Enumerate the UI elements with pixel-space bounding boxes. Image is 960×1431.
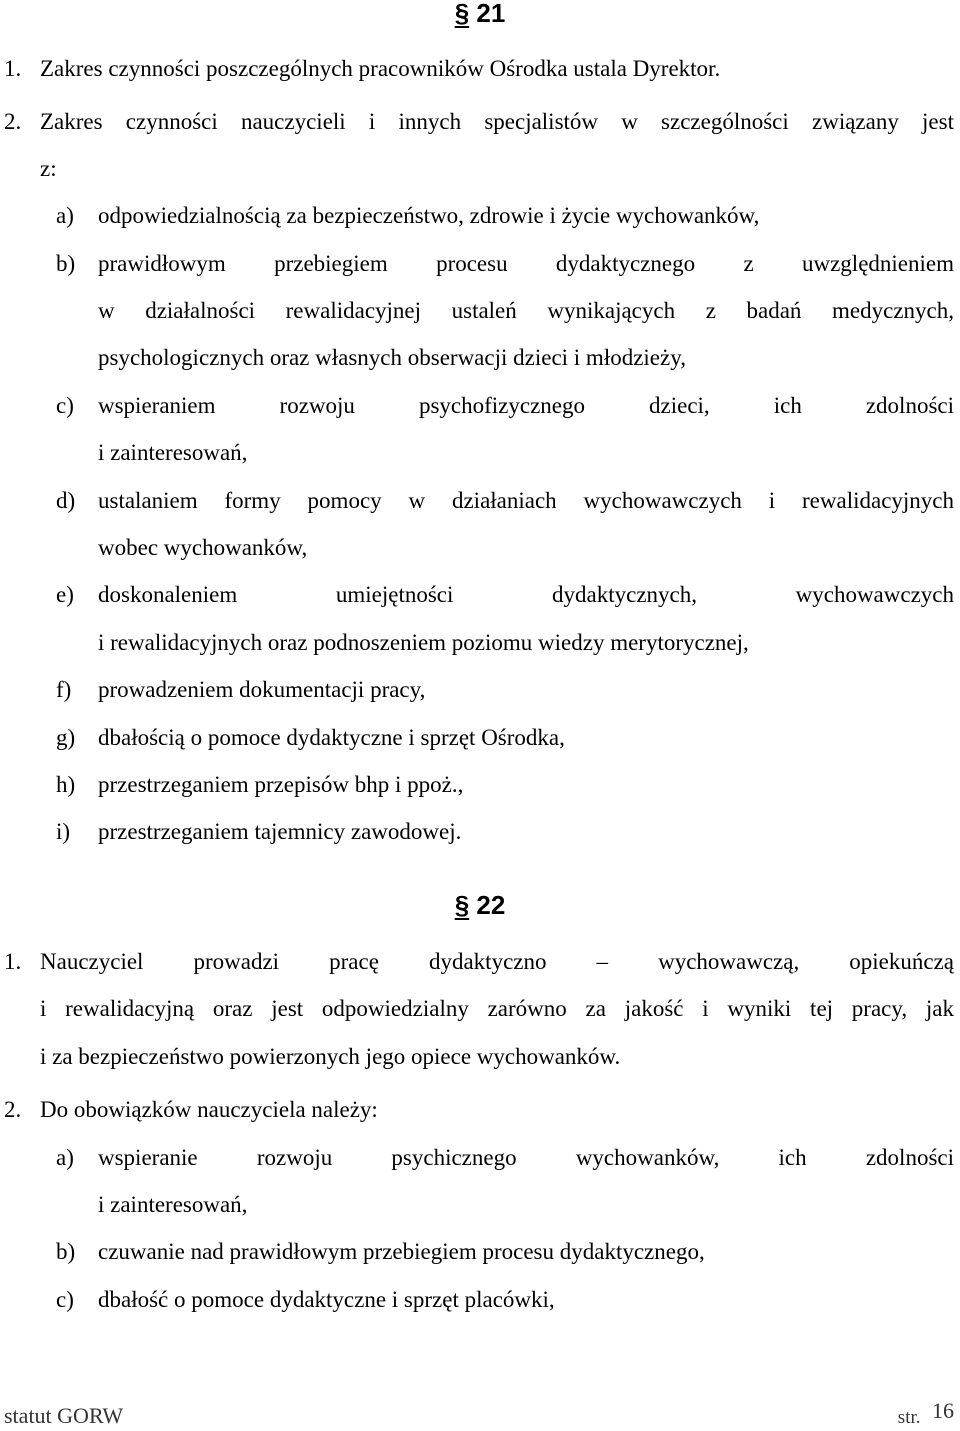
list-text-continuation: i zainteresowań, [98, 1192, 248, 1217]
list-letter: g) [56, 725, 76, 750]
list-text: ustalaniem formy pomocy w działaniach wychowawczych i rewalidacyjnych [98, 488, 954, 513]
list-text: prawidłowym przebiegiem procesu dydaktycznego z uwzględnieniem [98, 251, 954, 276]
list-text-continuation: w działalności rewalidacyjnej ustaleń wynikających z badań medycznych, [98, 298, 954, 323]
footer-page-number: 16 [932, 1398, 954, 1423]
list-letter: f) [56, 677, 72, 702]
paragraph-text: Nauczyciel prowadzi pracę dydaktyczno – wychowawczą, opiekuńczą [40, 949, 954, 974]
paragraph-number: 2. [4, 109, 22, 134]
paragraph-22-1-line-2: i rewalidacyjną oraz jest odpowiedzialny zarówno za jakość i wyniki tej pracy, jak [40, 996, 954, 1021]
paragraph-number: 1. [4, 56, 22, 81]
list-text: dbałością o pomoce dydaktyczne i sprzęt Ośrodka, [98, 725, 565, 750]
paragraph-number: 1. [4, 949, 22, 974]
footer-document-name: statut GORW [4, 1403, 124, 1428]
list-text: prowadzeniem dokumentacji pracy, [98, 677, 426, 702]
paragraph-21-2-line-2: z: [40, 156, 57, 181]
list-text: wspieranie rozwoju psychicznego wychowanków, ich zdolności [98, 1145, 954, 1170]
list-letter: a) [56, 203, 74, 228]
list-letter: a) [56, 1145, 74, 1170]
list-letter: c) [56, 393, 74, 418]
list-letter: e) [56, 582, 74, 607]
section-number: 22 [476, 890, 506, 920]
section-sign: § [454, 0, 470, 28]
paragraph-text: Zakres czynności poszczególnych pracowników Ośrodka ustala Dyrektor. [40, 56, 721, 81]
section-21-heading [0, 0, 960, 28]
list-text: doskonaleniem umiejętności dydaktycznych, wychowawczych [98, 582, 954, 607]
footer-page-label: str. [897, 1407, 921, 1428]
section-sign: § [454, 890, 470, 920]
list-text: wspieraniem rozwoju psychofizycznego dzieci, ich zdolności [98, 393, 954, 418]
list-text: czuwanie nad prawidłowym przebiegiem procesu dydaktycznego, [98, 1239, 705, 1264]
section-number: 21 [476, 0, 506, 28]
list-text: dbałość o pomoce dydaktyczne i sprzęt placówki, [98, 1287, 555, 1312]
paragraph-text: Zakres czynności nauczycieli i innych specjalistów w szczególności związany jest [40, 109, 954, 134]
list-text-continuation: wobec wychowanków, [98, 535, 308, 560]
list-text: przestrzeganiem tajemnicy zawodowej. [98, 819, 462, 844]
footer-page-info [897, 1398, 954, 1431]
list-text-continuation: i zainteresowań, [98, 440, 248, 465]
paragraph-text: Do obowiązków nauczyciela należy: [40, 1097, 378, 1122]
list-letter: c) [56, 1287, 74, 1312]
list-letter: i) [56, 819, 71, 844]
list-letter: b) [56, 251, 76, 276]
list-letter: h) [56, 772, 76, 797]
list-letter: b) [56, 1239, 76, 1264]
paragraph-number: 2. [4, 1097, 22, 1122]
list-text: odpowiedzialnością za bezpieczeństwo, zdrowie i życie wychowanków, [98, 203, 760, 228]
list-text-continuation: i rewalidacyjnych oraz podnoszeniem poziomu wiedzy merytorycznej, [98, 630, 749, 655]
section-22-heading [0, 890, 960, 920]
paragraph-22-1-line-3: i za bezpieczeństwo powierzonych jego opiece wychowanków. [40, 1044, 621, 1069]
list-text-continuation: psychologicznych oraz własnych obserwacji dzieci i młodzieży, [98, 345, 686, 370]
list-letter: d) [56, 488, 76, 513]
list-text: przestrzeganiem przepisów bhp i ppoż., [98, 772, 464, 797]
